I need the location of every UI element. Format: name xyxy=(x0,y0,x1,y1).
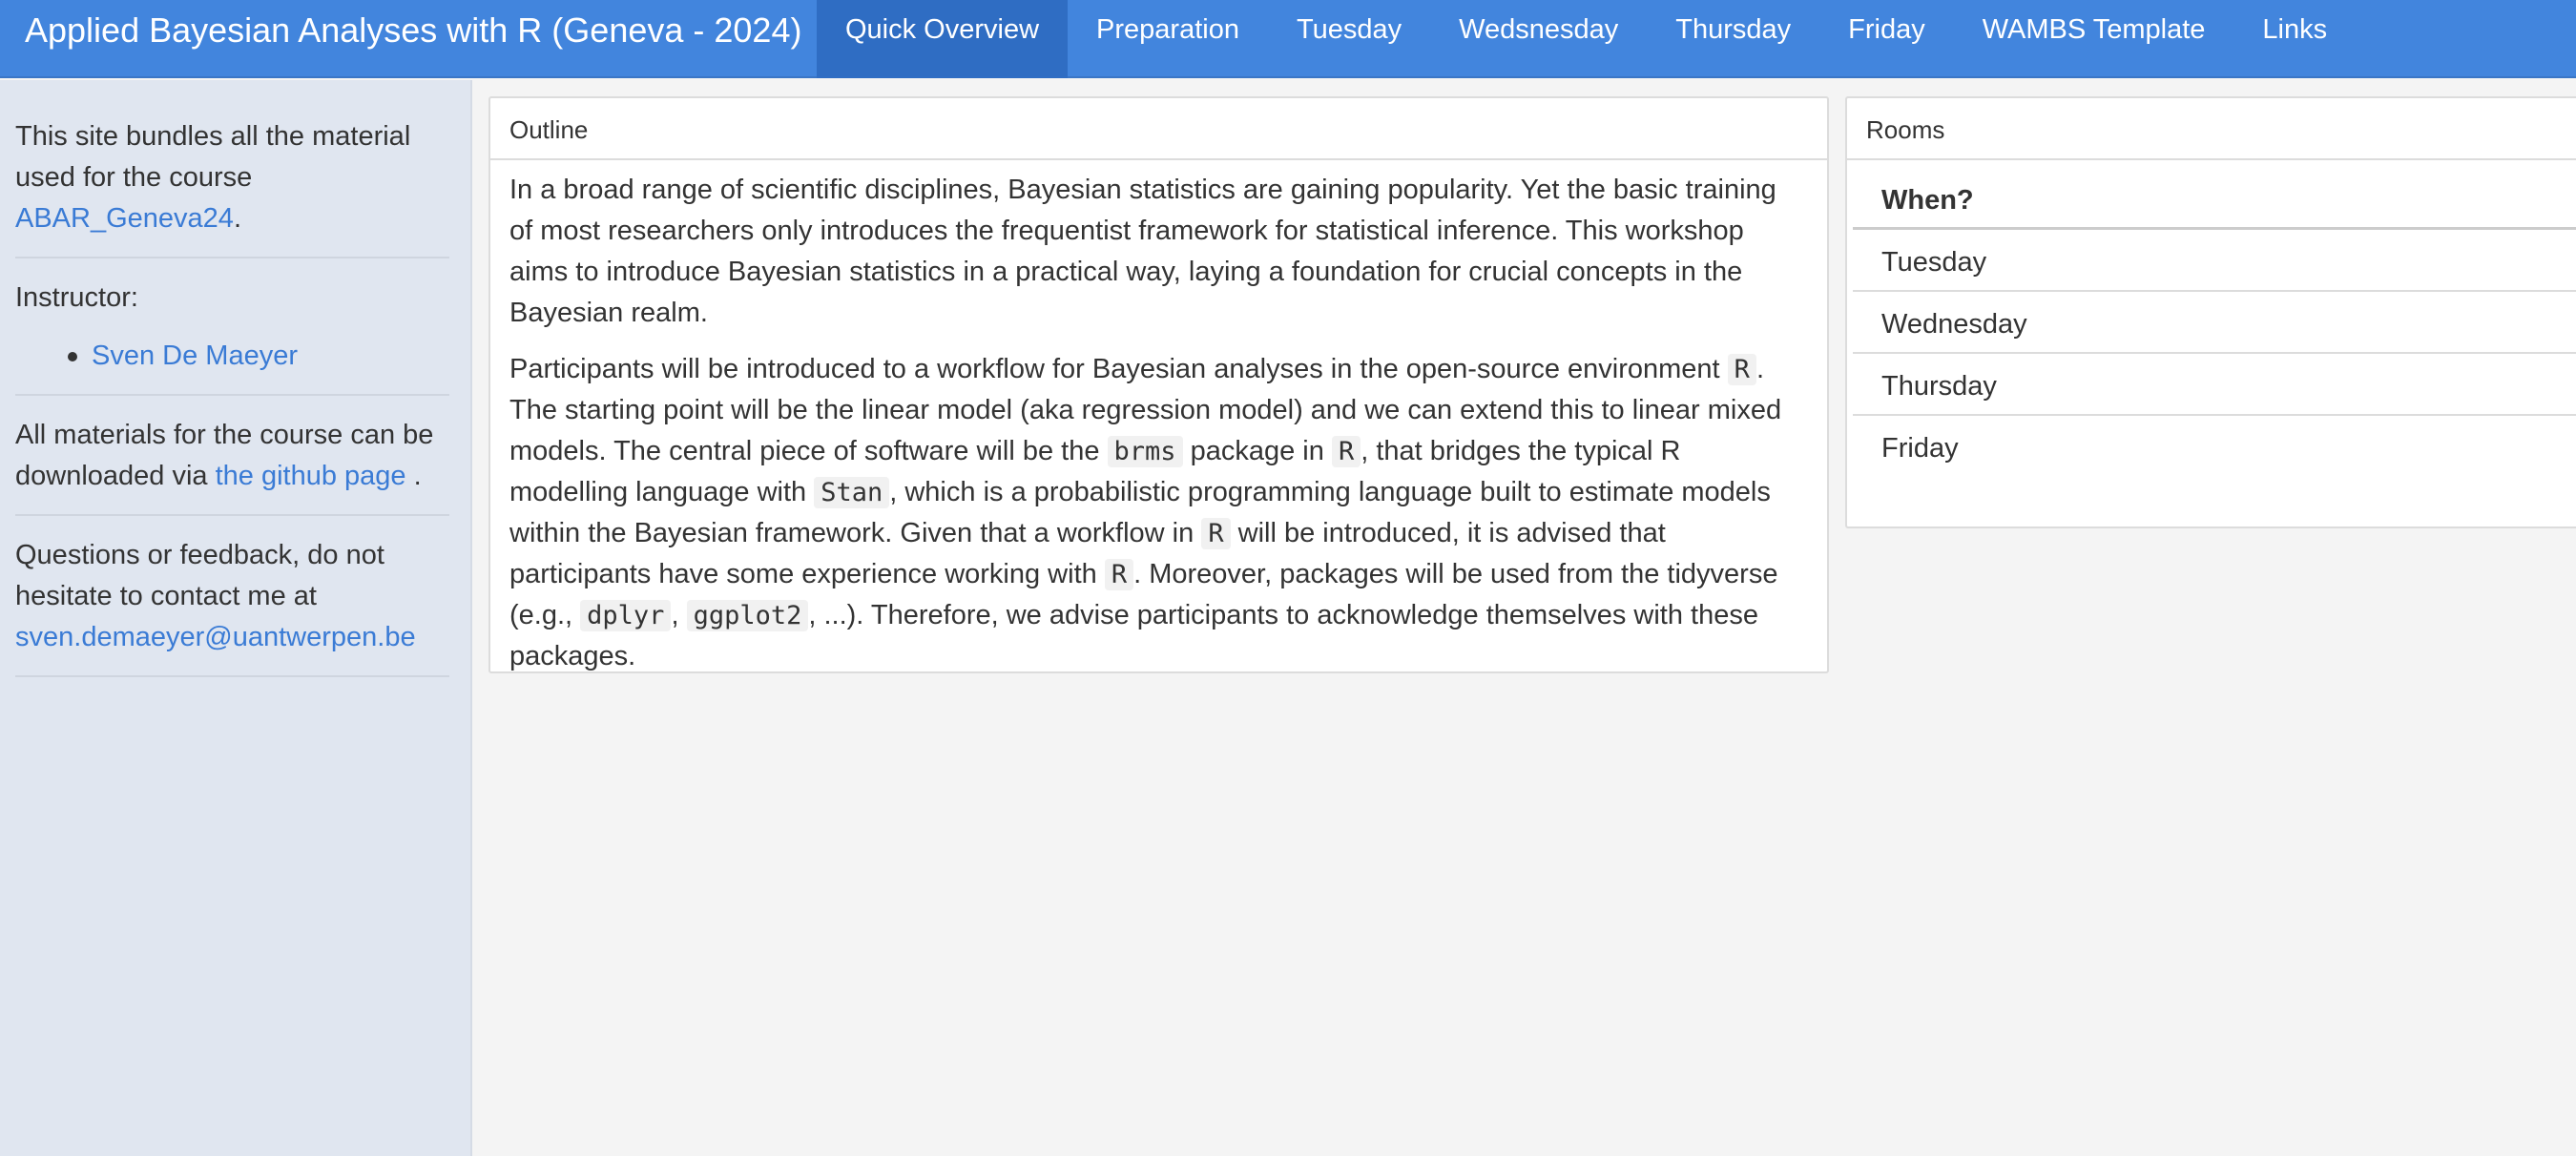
code-r: R xyxy=(1332,436,1361,467)
nav-item-wambs-template[interactable]: WAMBS Template xyxy=(1982,14,2206,45)
rooms-card xyxy=(1845,96,2576,528)
nav-item-links[interactable]: Links xyxy=(2262,14,2328,45)
p2-text-8: , xyxy=(671,600,687,630)
sidebar-materials xyxy=(15,415,449,516)
p2-text-6: will be introduced, it is advised that participants have some experience working with xyxy=(509,518,1666,589)
code-ggplot2: ggplot2 xyxy=(687,600,809,631)
rooms-header: Rooms xyxy=(1847,98,2576,160)
materials-text-block xyxy=(15,415,449,497)
nav-item-thursday[interactable]: Thursday xyxy=(1675,14,1792,45)
outline-body xyxy=(490,160,1827,677)
rooms-column-header: When? xyxy=(1853,168,2576,230)
p2-text-9: , ...). Therefore, we advise participants to acknowledge themselves with these packages. xyxy=(509,600,1758,671)
outline-header: Outline xyxy=(490,98,1827,160)
outline-paragraph-2 xyxy=(509,349,1806,677)
nav-menu xyxy=(817,0,2356,78)
sidebar-intro xyxy=(15,116,449,258)
sidebar-intro-text xyxy=(15,116,449,239)
nav-item-preparation[interactable]: Preparation xyxy=(1096,14,1239,45)
nav-item-wednesday[interactable]: Wedsnesday xyxy=(1459,14,1619,45)
p2-text-1: Participants will be introduced to a workflow for Bayesian analyses in the open-source environment xyxy=(509,354,1728,384)
sidebar-instructor xyxy=(15,278,449,396)
sidebar xyxy=(0,80,472,1156)
rooms-row-tuesday: Tuesday xyxy=(1853,230,2576,292)
sidebar-contact xyxy=(15,535,449,677)
materials-end: . xyxy=(405,461,422,491)
p2-text-7: . Moreover, packages will be used from the tidyverse (e.g., xyxy=(509,559,1778,630)
rooms-row-wednesday: Wednesday xyxy=(1853,292,2576,354)
site-title[interactable]: Applied Bayesian Analyses with R (Geneva - 2024) xyxy=(25,10,802,50)
contact-text: Questions or feedback, do not hesitate to contact me at xyxy=(15,540,384,611)
course-link[interactable]: ABAR_Geneva24 xyxy=(15,203,234,234)
code-r: R xyxy=(1201,518,1230,549)
intro-text: This site bundles all the material used for the course xyxy=(15,121,411,193)
p2-text-2: . The starting point will be the linear model (aka regression model) and we can extend this to linear mixed models. The central piece of software will be the xyxy=(509,354,1782,466)
code-brms: brms xyxy=(1108,436,1183,467)
materials-text: All materials for the course can be downloaded via xyxy=(15,420,434,491)
instructor-list-item xyxy=(92,336,449,377)
outline-card xyxy=(488,96,1829,673)
rooms-row-thursday: Thursday xyxy=(1853,354,2576,416)
code-stan: Stan xyxy=(814,477,889,508)
code-dplyr: dplyr xyxy=(580,600,671,631)
p2-text-3: package in xyxy=(1182,436,1332,466)
intro-end: . xyxy=(233,203,241,234)
rooms-row-friday: Friday xyxy=(1881,433,1959,464)
instructor-label: Instructor: xyxy=(15,282,138,313)
outline-paragraph-1: In a broad range of scientific disciplines, Bayesian statistics are gaining popularity. Yet the basic training of most researchers only introduces the frequentist framework for statistical inference. This workshop aims to introduce Bayesian statistics in a practical way, laying a foundation for crucial concepts in the Bayesian realm. xyxy=(509,175,1776,328)
top-navbar xyxy=(0,0,2576,78)
contact-email-link[interactable]: sven.demaeyer@uantwerpen.be xyxy=(15,622,416,652)
rooms-table xyxy=(1847,160,2576,478)
contact-email-line xyxy=(15,617,449,658)
p2-text-4: , that bridges the typical R modelling language with xyxy=(509,436,1681,507)
code-r: R xyxy=(1105,559,1133,590)
nav-item-quick-overview[interactable]: Quick Overview xyxy=(817,0,1068,78)
instructor-list xyxy=(15,336,449,377)
instructor-link[interactable]: Sven De Maeyer xyxy=(92,341,298,371)
github-page-link[interactable]: the github page xyxy=(215,461,406,491)
nav-item-friday[interactable]: Friday xyxy=(1848,14,1925,45)
code-r: R xyxy=(1728,354,1756,385)
nav-item-tuesday[interactable]: Tuesday xyxy=(1296,14,1402,45)
p2-text-5: , which is a probabilistic programming language built to estimate models within the Bayesian framework. Given that a workflow in xyxy=(509,477,1771,548)
